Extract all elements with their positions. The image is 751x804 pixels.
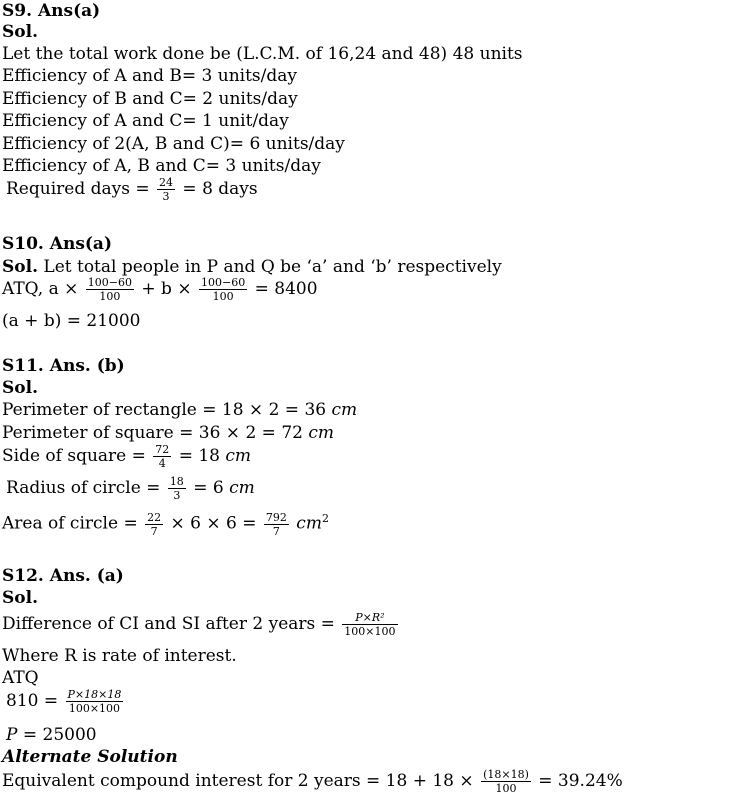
s9-req-suffix: = 8 days (182, 179, 258, 199)
s11-heading: S11. Ans. (b) (2, 356, 125, 376)
s12-p-var: P (6, 725, 18, 745)
s11-area-prefix: Area of circle = (2, 513, 138, 534)
s11-area-fraction-2 (264, 511, 289, 538)
s12-alternate-heading: Alternate Solution (2, 747, 178, 767)
s11-area-n2: 792 (265, 510, 287, 524)
s11-radius (6, 475, 255, 502)
s11-area (2, 508, 329, 538)
s11-rad-prefix: Radius of circle = (6, 478, 161, 498)
s10-mid: + b × (141, 279, 192, 299)
s12-equivalent (2, 768, 623, 795)
s9-line-bc: Efficiency of B and C= 2 units/day (2, 89, 298, 109)
s11-rad-post: = 6 (193, 478, 224, 498)
s10-intro (2, 256, 502, 278)
s10-f1-denominator: 100 (99, 290, 121, 303)
s10-f2-numerator: 100−60 (201, 276, 246, 289)
s10-sol-label: Sol. (2, 257, 38, 277)
s9-req-fraction (157, 176, 175, 203)
s12-diff-numerator: P×R² (342, 611, 397, 625)
s12-equation (6, 688, 125, 715)
s11-rect-text: Perimeter of rectangle = 18 × 2 = 36 (2, 400, 327, 420)
s9-sol-label: Sol. (2, 22, 38, 42)
s11-rad-denominator: 3 (173, 489, 181, 502)
s10-intro-text: Let total people in P and Q be ‘a’ and ‘b’ respectively (43, 257, 502, 277)
s11-side-of-square (2, 443, 251, 470)
s11-area-unit: cm (296, 513, 322, 534)
s12-sol-label: Sol. (2, 588, 38, 608)
s11-area-d2: 7 (272, 524, 280, 538)
s9-req-prefix: Required days = (6, 179, 150, 199)
s12-diff-prefix: Difference of CI and SI after 2 years = (2, 614, 335, 634)
s10-atq-equation (2, 276, 318, 303)
s12-difference (2, 611, 400, 638)
s9-req-denominator: 3 (162, 190, 170, 203)
s11-sq-unit: cm (308, 423, 335, 443)
s12-diff-denominator: 100×100 (344, 625, 396, 638)
s11-square-perimeter (2, 422, 334, 444)
s11-sol-label: Sol. (2, 378, 38, 398)
s12-heading: S12. Ans. (a) (2, 566, 124, 586)
s10-atq-a: ATQ, a × (2, 279, 79, 299)
s9-req-numerator: 24 (159, 176, 174, 189)
s11-side-post: = 18 (178, 446, 220, 466)
s9-line-ab: Efficiency of A and B= 3 units/day (2, 66, 298, 86)
s11-rect-perimeter (2, 399, 357, 421)
s12-equiv-fraction (481, 768, 531, 795)
s11-rad-fraction (168, 475, 186, 502)
s9-line-lcm: Let the total work done be (L.C.M. of 16,24 and 48) 48 units (2, 44, 523, 64)
s10-end: = 8400 (254, 279, 318, 299)
s11-area-fraction-1 (145, 511, 163, 538)
s12-diff-fraction (342, 611, 397, 638)
s11-area-exponent: 2 (321, 512, 329, 525)
s11-rad-unit: cm (229, 478, 255, 498)
s11-rad-numerator: 18 (169, 475, 184, 488)
s10-result: (a + b) = 21000 (2, 311, 141, 331)
s11-sq-text: Perimeter of square = 36 × 2 = 72 (2, 423, 303, 443)
s12-eq-denominator: 100×100 (68, 702, 121, 715)
s9-line-ac: Efficiency of A and C= 1 unit/day (2, 111, 289, 131)
s11-area-n1: 22 (147, 510, 162, 524)
s10-f2-denominator: 100 (212, 290, 234, 303)
s12-equiv-numerator: (18×18) (483, 768, 529, 781)
s9-heading: S9. Ans(a) (2, 1, 101, 21)
s12-eq-prefix: 810 = (6, 691, 59, 711)
s9-line-abc: Efficiency of A, B and C= 3 units/day (2, 156, 321, 176)
s12-equiv-post: = 39.24% (538, 771, 623, 791)
s12-equiv-prefix: Equivalent compound interest for 2 years = 18 + 18 × (2, 771, 474, 791)
s12-eq-numerator: P×18×18 (67, 688, 122, 701)
s10-fraction-2 (199, 276, 247, 303)
s11-side-numerator: 72 (155, 443, 170, 456)
s10-heading: S10. Ans(a) (2, 234, 112, 254)
s10-fraction-1 (86, 276, 134, 303)
s9-line-2abc: Efficiency of 2(A, B and C)= 6 units/day (2, 134, 345, 154)
s12-p-val: = 25000 (22, 725, 97, 745)
s12-eq-fraction (66, 688, 124, 715)
s10-f1-numerator: 100−60 (87, 276, 132, 289)
s11-rect-unit: cm (331, 400, 358, 420)
s12-where: Where R is rate of interest. (2, 646, 237, 666)
s12-atq: ATQ (2, 668, 39, 688)
s11-side-fraction (153, 443, 171, 470)
s12-p-result (6, 724, 97, 746)
s11-side-denominator: 4 (158, 457, 166, 470)
s11-area-d1: 7 (150, 524, 158, 538)
s11-area-mid: × 6 × 6 = (170, 513, 257, 534)
s9-required-days (6, 176, 258, 203)
s12-equiv-denominator: 100 (495, 782, 517, 795)
s11-side-prefix: Side of square = (2, 446, 146, 466)
s11-side-unit: cm (225, 446, 252, 466)
